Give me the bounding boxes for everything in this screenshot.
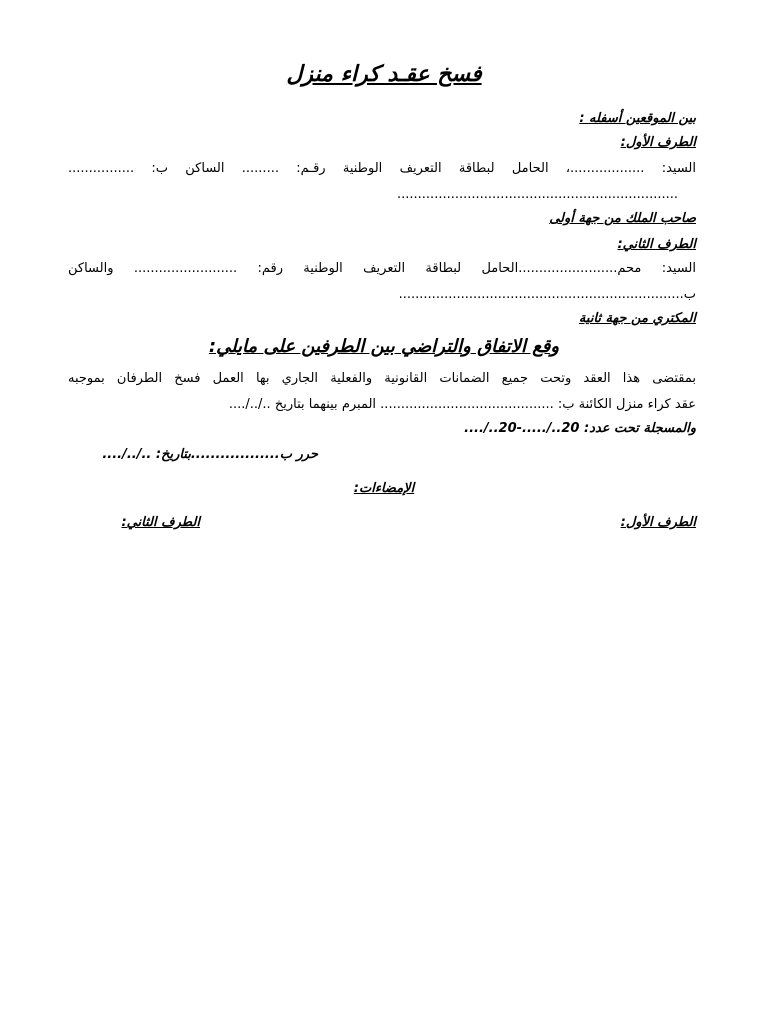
clause-line1: بمقتضى هذا العقد وتحت جميع الضمانات القانونية والفعلية الجاري بها العمل فسخ الطرفان بموجبه xyxy=(68,371,696,386)
party2-heading: الطرف الثاني: xyxy=(617,237,696,252)
party2-details-line1: السيد: محم........................الحامل لبطاقة التعريف الوطنية رقم: ......................... والساكن xyxy=(68,261,696,276)
signatures-heading: الإمضاءات: xyxy=(353,481,415,496)
party1-details-line1: السيد: ..................، الحامل لبطاقة التعريف الوطنية رقـم: ......... الساكن ب: ................ xyxy=(68,161,696,176)
written-at-line: حرر ب..................بتاريخ: ../../.... xyxy=(102,447,318,462)
party1-details-line2: .................................................................... xyxy=(397,187,678,202)
document-title: فسخ عقـد كراء منزل xyxy=(286,62,482,87)
registered-number-line: والمسجلة تحت عدد: 20../.....-20../.... xyxy=(464,421,696,436)
owner-label: صاحب الملك من جهة أولى xyxy=(549,211,696,226)
tenant-label: المكتري من جهة ثانية xyxy=(578,311,696,326)
party1-heading: الطرف الأول: xyxy=(620,135,696,150)
second-party-signature-label: الطرف الثاني: xyxy=(121,515,200,530)
agreement-heading: وقع الاتفاق والتراضي بين الطرفين على مايلي: xyxy=(208,336,560,357)
clause-line2: عقد كراء منزل الكائنة ب: .......................................... المبرم بينهما بتاريخ ../../.... xyxy=(228,397,696,412)
party2-details-line2: ب..................................................................... xyxy=(398,287,696,302)
first-party-signature-label: الطرف الأول: xyxy=(620,515,696,530)
between-signatories-label: بين الموقعين أسفله : xyxy=(579,111,696,126)
